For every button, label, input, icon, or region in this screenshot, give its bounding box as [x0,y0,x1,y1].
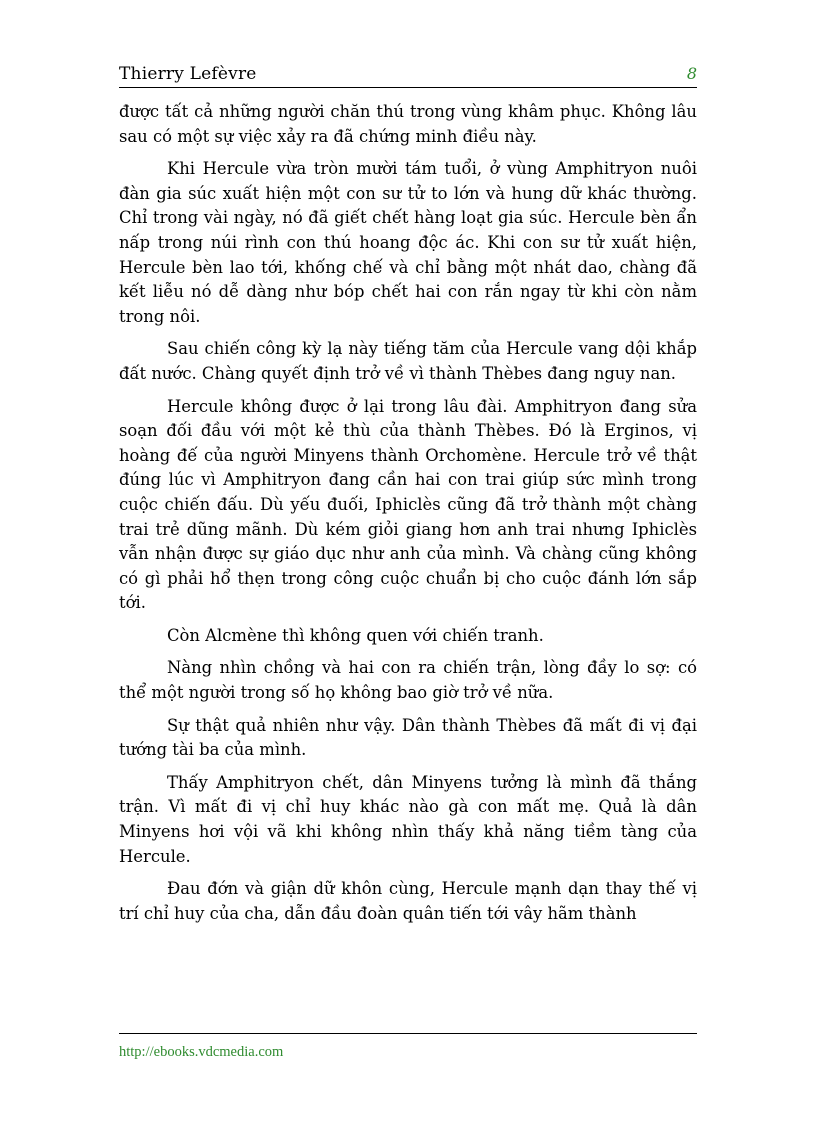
paragraph: Còn Alcmène thì không quen với chiến tranh. [167,625,544,645]
paragraph: Hercule không được ở lại trong lâu đài. Amphitryon đang sửa soạn đối đầu với một kẻ thù của thành Thèbes. Đó là Erginos, vị hoàng đế của người Minyens thành Orchomène. Hercule trở về thật đúng lúc vì Amphitryon đang cần hai con trai giúp sức mình trong cuộc chiến đấu. Dù yếu đuối, Iphiclès cũng đã trở thành một chàng trai trẻ dũng mãnh. Dù kém giỏi giang hơn anh trai nhưng Iphiclès vẫn nhận được sự giáo dục như anh của mình. Và chàng cũng không có gì phải hổ thẹn trong công cuộc chuẩn bị cho cuộc đánh lớn sắp tới. [119,396,697,613]
page-header [119,60,697,88]
paragraph: Nàng nhìn chồng và hai con ra chiến trận, lòng đầy lo sợ: có thể một người trong số họ không bao giờ trở về nữa. [119,658,697,703]
footer-url-link[interactable]: http://ebooks.vdcmedia.com [119,1044,284,1060]
body-text [119,100,697,934]
paragraph: Thấy Amphitryon chết, dân Minyens tưởng là mình đã thắng trận. Vì mất đi vị chỉ huy khác nào gà con mất mẹ. Quả là dân Minyens hơi vội vã khi không nhìn thấy khả năng tiềm tàng của Hercule. [119,772,697,866]
book-page [119,60,697,1070]
paragraph: Sự thật quả nhiên như vậy. Dân thành Thèbes đã mất đi vị đại tướng tài ba của mình. [119,715,697,760]
page-number: 8 [686,64,697,83]
footer-divider [119,1033,697,1034]
paragraph: được tất cả những người chăn thú trong vùng khâm phục. Không lâu sau có một sự việc xảy ra đã chứng minh điều này. [119,102,697,146]
header-author: Thierry Lefèvre [119,64,257,84]
paragraph: Đau đớn và giận dữ khôn cùng, Hercule mạnh dạn thay thế vị trí chỉ huy của cha, dẫn đầu đoàn quân tiến tới vây hãm thành [119,879,697,923]
paragraph: Sau chiến công kỳ lạ này tiếng tăm của Hercule vang dội khắp đất nước. Chàng quyết định trở về vì thành Thèbes đang nguy nan. [119,339,697,383]
paragraph: Khi Hercule vừa tròn mười tám tuổi, ở vùng Amphitryon nuôi đàn gia súc xuất hiện một con sư tử to lớn và hung dữ khác thường. Chỉ trong vài ngày, nó đã giết chết hàng loạt gia súc. Hercule bèn ẩn nấp trong núi rình con thú hoang độc ác. Khi con sư tử xuất hiện, Hercule bèn lao tới, khống chế và chỉ bằng một nhát dao, chàng đã kết liễu nó dễ dàng như bóp chết hai con rắn ngay từ khi còn nằm trong nôi. [119,159,697,326]
